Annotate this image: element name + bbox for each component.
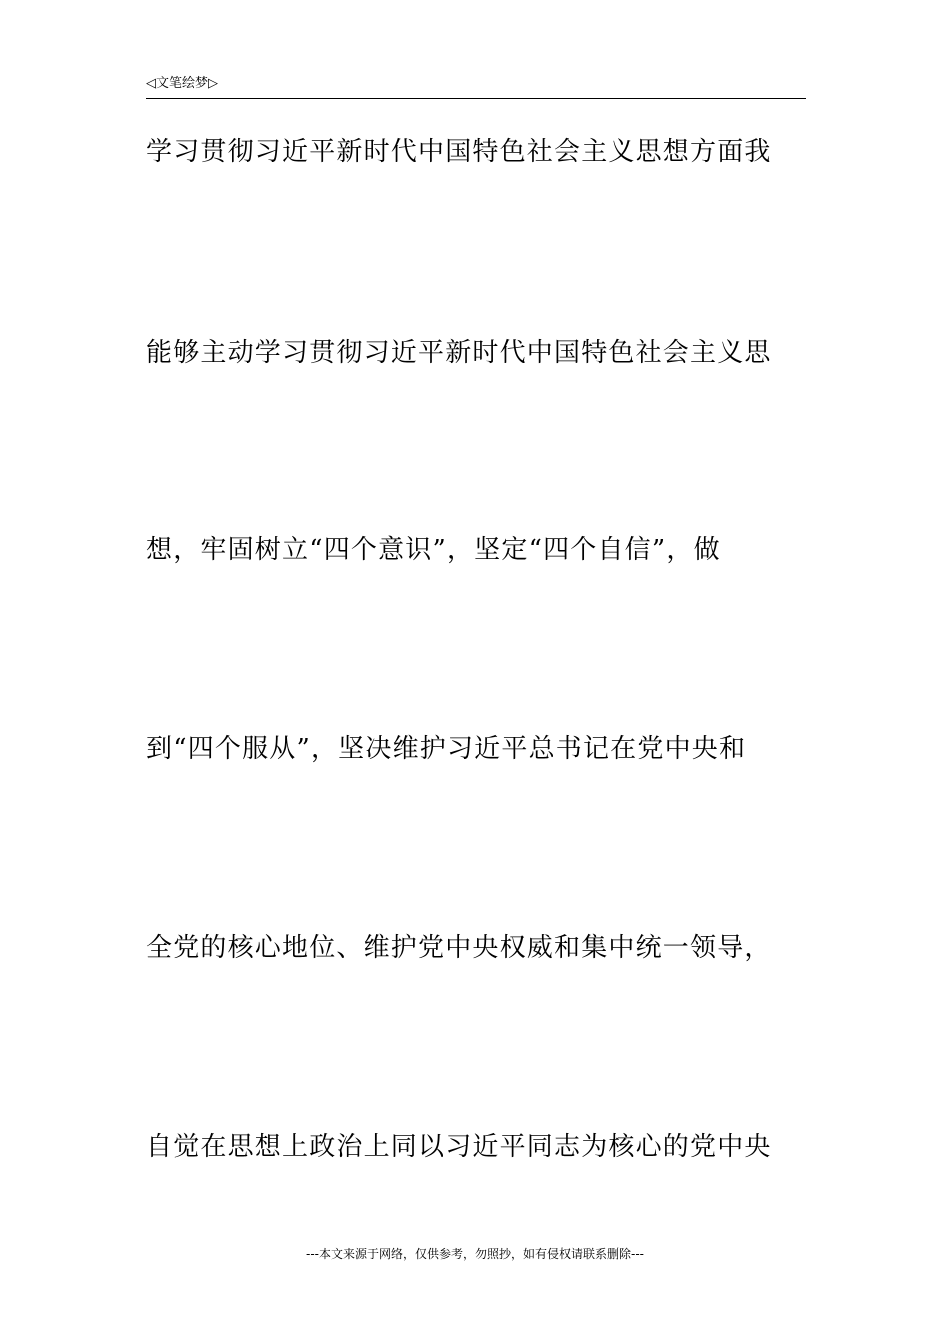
page-footer-disclaimer: ---本文来源于网络，仅供参考，勿照抄，如有侵权请联系删除--- [306,1247,644,1261]
body-line-2: 能够主动学习贯彻习近平新时代中国特色社会主义思 [146,338,772,368]
header-title: ◁文笔绘梦▷ [146,76,218,91]
body-line-1: 学习贯彻习近平新时代中国特色社会主义思想方面我 [146,137,772,167]
body-line-5: 全党的核心地位、维护党中央权威和集中统一领导， [146,933,772,963]
page-header [146,74,806,99]
body-line-4: 到“四个服从”，坚决维护习近平总书记在党中央和 [146,734,747,764]
body-line-3: 想，牢固树立“四个意识”，坚定“四个自信”，做 [146,535,721,565]
body-line-6: 自觉在思想上政治上同以习近平同志为核心的党中央 [146,1132,772,1162]
